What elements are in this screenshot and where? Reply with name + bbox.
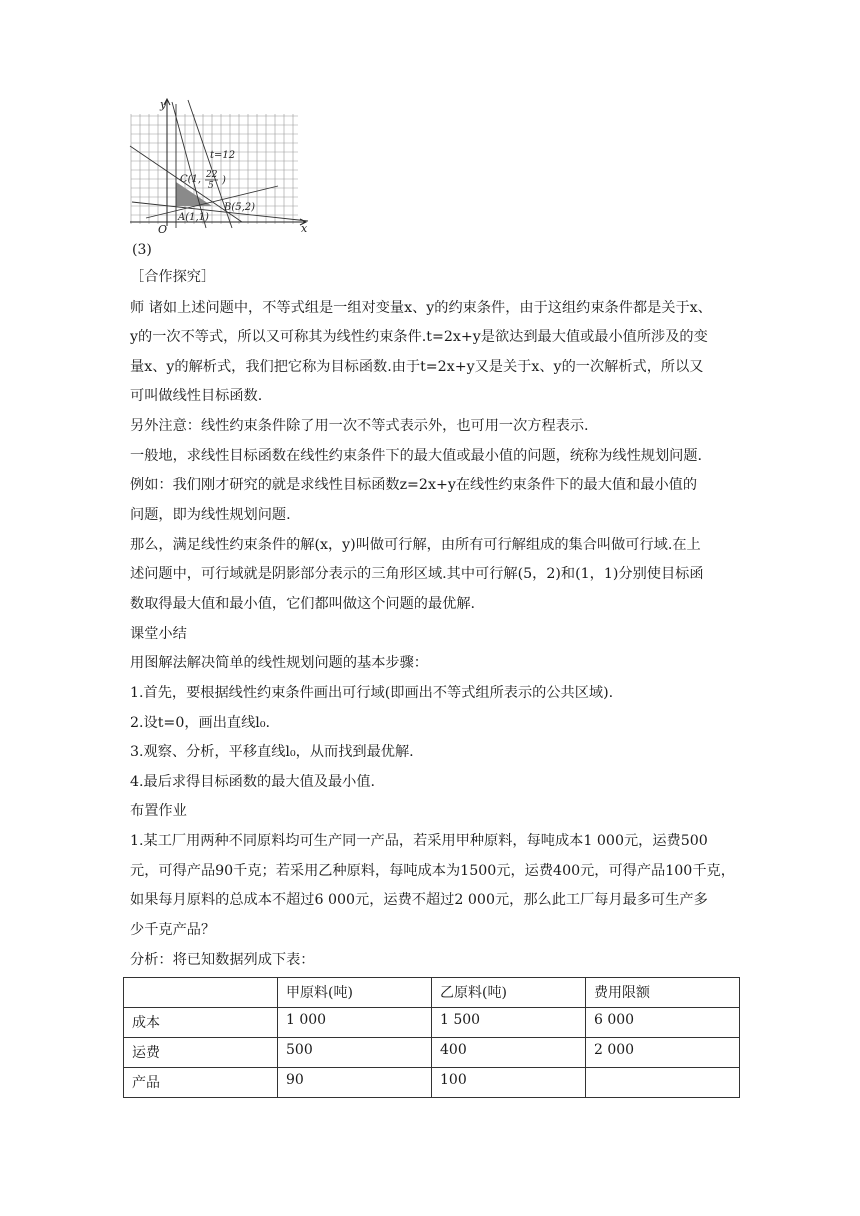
paragraph-line: 如果每月原料的总成本不超过6 000元，运费不超过2 000元，那么此工厂每月最多可生产多: [130, 892, 708, 908]
paragraph-line: 例如：我们刚才研究的就是求线性目标函数z=2x+y在线性约束条件下的最大值和最小值的: [130, 477, 698, 493]
t-line-label: t=12: [210, 150, 236, 161]
table-cell: 乙原料(吨): [432, 978, 586, 1008]
table-row: [124, 1008, 740, 1038]
table-cell: 500: [278, 1038, 432, 1068]
list-item: 2.设t=0，画出直线l₀.: [130, 715, 271, 731]
x-axis-label: x: [301, 222, 308, 235]
point-a-label: A(1,1): [178, 212, 209, 223]
table-cell: 100: [432, 1068, 586, 1098]
table-cell: 甲原料(吨): [278, 978, 432, 1008]
table-cell: [124, 978, 278, 1008]
point-c-numerator: 22: [206, 170, 218, 180]
paragraph-line: 一般地，求线性目标函数在线性约束条件下的最大值或最小值的问题，统称为线性规划问题.: [130, 448, 703, 464]
paragraph-line: 1.某工厂用两种不同原料均可生产同一产品，若采用甲种原料，每吨成本1 000元，运费500: [130, 833, 708, 849]
paragraph-line: y的一次不等式，所以又可称其为线性约束条件.t=2x+y是欲达到最大值或最小值所涉及的变: [130, 329, 708, 345]
list-item: 4.最后求得目标函数的最大值及最小值.: [130, 774, 376, 790]
list-item: 1.首先，要根据线性约束条件画出可行域(即画出不等式组所表示的公共区域).: [130, 685, 614, 701]
paragraph-line: 分析：将已知数据列成下表：: [130, 952, 315, 968]
y-axis-label: y: [160, 98, 167, 111]
point-c-label: C(1,: [180, 174, 202, 185]
table-cell: 产品: [124, 1068, 278, 1098]
table-cell: 400: [432, 1038, 586, 1068]
table-cell: 2 000: [586, 1038, 740, 1068]
data-table: [123, 977, 740, 1098]
constraint-lines: [130, 100, 308, 228]
table-cell: 费用限额: [586, 978, 740, 1008]
table-cell: [586, 1068, 740, 1098]
paragraph-line: 少千克产品？: [130, 922, 216, 938]
paragraph-line: 元，可得产品90千克；若采用乙种原料，每吨成本为1500元，运费400元，可得产品100千克，: [130, 863, 735, 879]
table-cell: 运费: [124, 1038, 278, 1068]
paragraph-line: 师 诸如上述问题中，不等式组是一组对变量x、y的约束条件，由于这组约束条件都是关于x、: [130, 300, 712, 316]
table-cell: 1 500: [432, 1008, 586, 1038]
paragraph-line: 可叫做线性目标函数.: [130, 388, 263, 404]
paragraph-line: 述问题中，可行域就是阴影部分表示的三角形区域.其中可行解(5，2)和(1，1)分别使目标函: [130, 566, 704, 582]
paragraph-line: 那么，满足线性约束条件的解(x，y)叫做可行解，由所有可行解组成的集合叫做可行域.在上: [130, 537, 701, 553]
point-b-label: B(5,2): [224, 202, 256, 213]
paragraph-line: 问题，即为线性规划问题.: [130, 507, 291, 523]
paragraph-line: 量x、y的解析式，我们把它称为目标函数.由于t=2x+y又是关于x、y的一次解析式，所以又: [130, 359, 704, 375]
table-header-row: [124, 978, 740, 1008]
paragraph-line: 用图解法解决简单的线性规划问题的基本步骤：: [130, 655, 428, 671]
feasible-region-figure: [128, 96, 313, 236]
table-cell: 成本: [124, 1008, 278, 1038]
list-item: 3.观察、分析，平移直线l₀，从而找到最优解.: [130, 744, 414, 760]
section-heading-summary: 课堂小结: [130, 626, 187, 642]
point-c-denominator: 5: [208, 181, 214, 191]
origin-label: O: [158, 223, 168, 236]
figure-caption: (3): [132, 242, 152, 258]
point-c-close: ): [222, 175, 226, 186]
axes: [130, 99, 306, 226]
graph-svg: [128, 96, 313, 236]
table-row: [124, 1068, 740, 1098]
paragraph-line: 另外注意：线性约束条件除了用一次不等式表示外，也可用一次方程表示.: [130, 418, 589, 434]
table-cell: 6 000: [586, 1008, 740, 1038]
section-heading-homework: 布置作业: [130, 803, 187, 819]
table-row: [124, 1038, 740, 1068]
section-heading-cooperative: ［合作探究］: [130, 269, 216, 285]
table-cell: 90: [278, 1068, 432, 1098]
paragraph-line: 数取得最大值和最小值，它们都叫做这个问题的最优解.: [130, 596, 476, 612]
grid: [131, 114, 298, 224]
table-cell: 1 000: [278, 1008, 432, 1038]
